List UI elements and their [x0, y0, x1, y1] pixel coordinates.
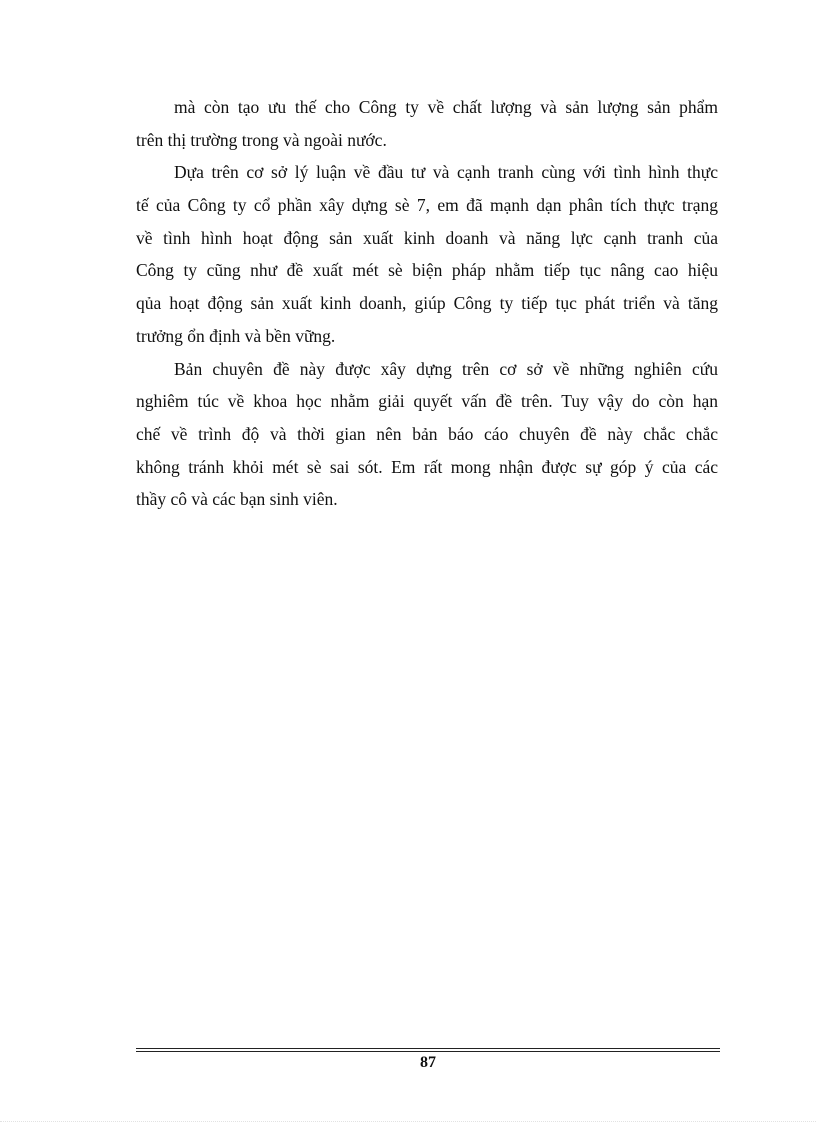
page-edge-divider: [0, 1121, 816, 1122]
paragraph-line: Dựa trên cơ sở lý luận về đầu tư và cạnh tranh cùng với tình hình thực: [174, 162, 718, 183]
paragraph-line: tế của Công ty cổ phần xây dựng sè 7, em đã mạnh dạn phân tích thực trạng: [136, 195, 718, 216]
paragraph-line: không tránh khỏi mét sè sai sót. Em rất mong nhận được sự góp ý của các: [136, 456, 718, 477]
paragraph-line: thầy cô và các bạn sinh viên.: [136, 489, 338, 510]
paragraph-3: [136, 353, 718, 516]
paragraph-line: chế về trình độ và thời gian nên bản báo cáo chuyên đề này chắc chắc: [136, 423, 718, 444]
paragraph-line: qủa hoạt động sản xuất kinh doanh, giúp Công ty tiếp tục phát triển và tăng: [136, 293, 718, 314]
footer-divider: [136, 1048, 720, 1049]
paragraph-line: về tình hình hoạt động sản xuất kinh doanh và năng lực cạnh tranh của: [136, 227, 718, 248]
paragraph-1: [136, 91, 718, 156]
paragraph-line: Công ty cũng như đề xuất mét sè biện pháp nhằm tiếp tục nâng cao hiệu: [136, 260, 718, 281]
paragraph-line: trưởng ổn định và bền vững.: [136, 325, 336, 346]
page-number: 87: [420, 1054, 436, 1071]
paragraph-line: nghiêm túc về khoa học nhằm giải quyết vấn đề trên. Tuy vậy do còn hạn: [136, 391, 718, 412]
paragraph-2: [136, 156, 718, 352]
footer-divider: [136, 1051, 720, 1052]
paragraph-line: Bản chuyên đề này được xây dựng trên cơ sở về những nghiên cứu: [174, 358, 718, 379]
paragraph-line: trên thị trường trong và ngoài nước.: [136, 129, 387, 150]
paragraph-line: mà còn tạo ưu thế cho Công ty về chất lượng và sản lượng sản phẩm: [174, 97, 718, 117]
document-body: [136, 91, 718, 516]
